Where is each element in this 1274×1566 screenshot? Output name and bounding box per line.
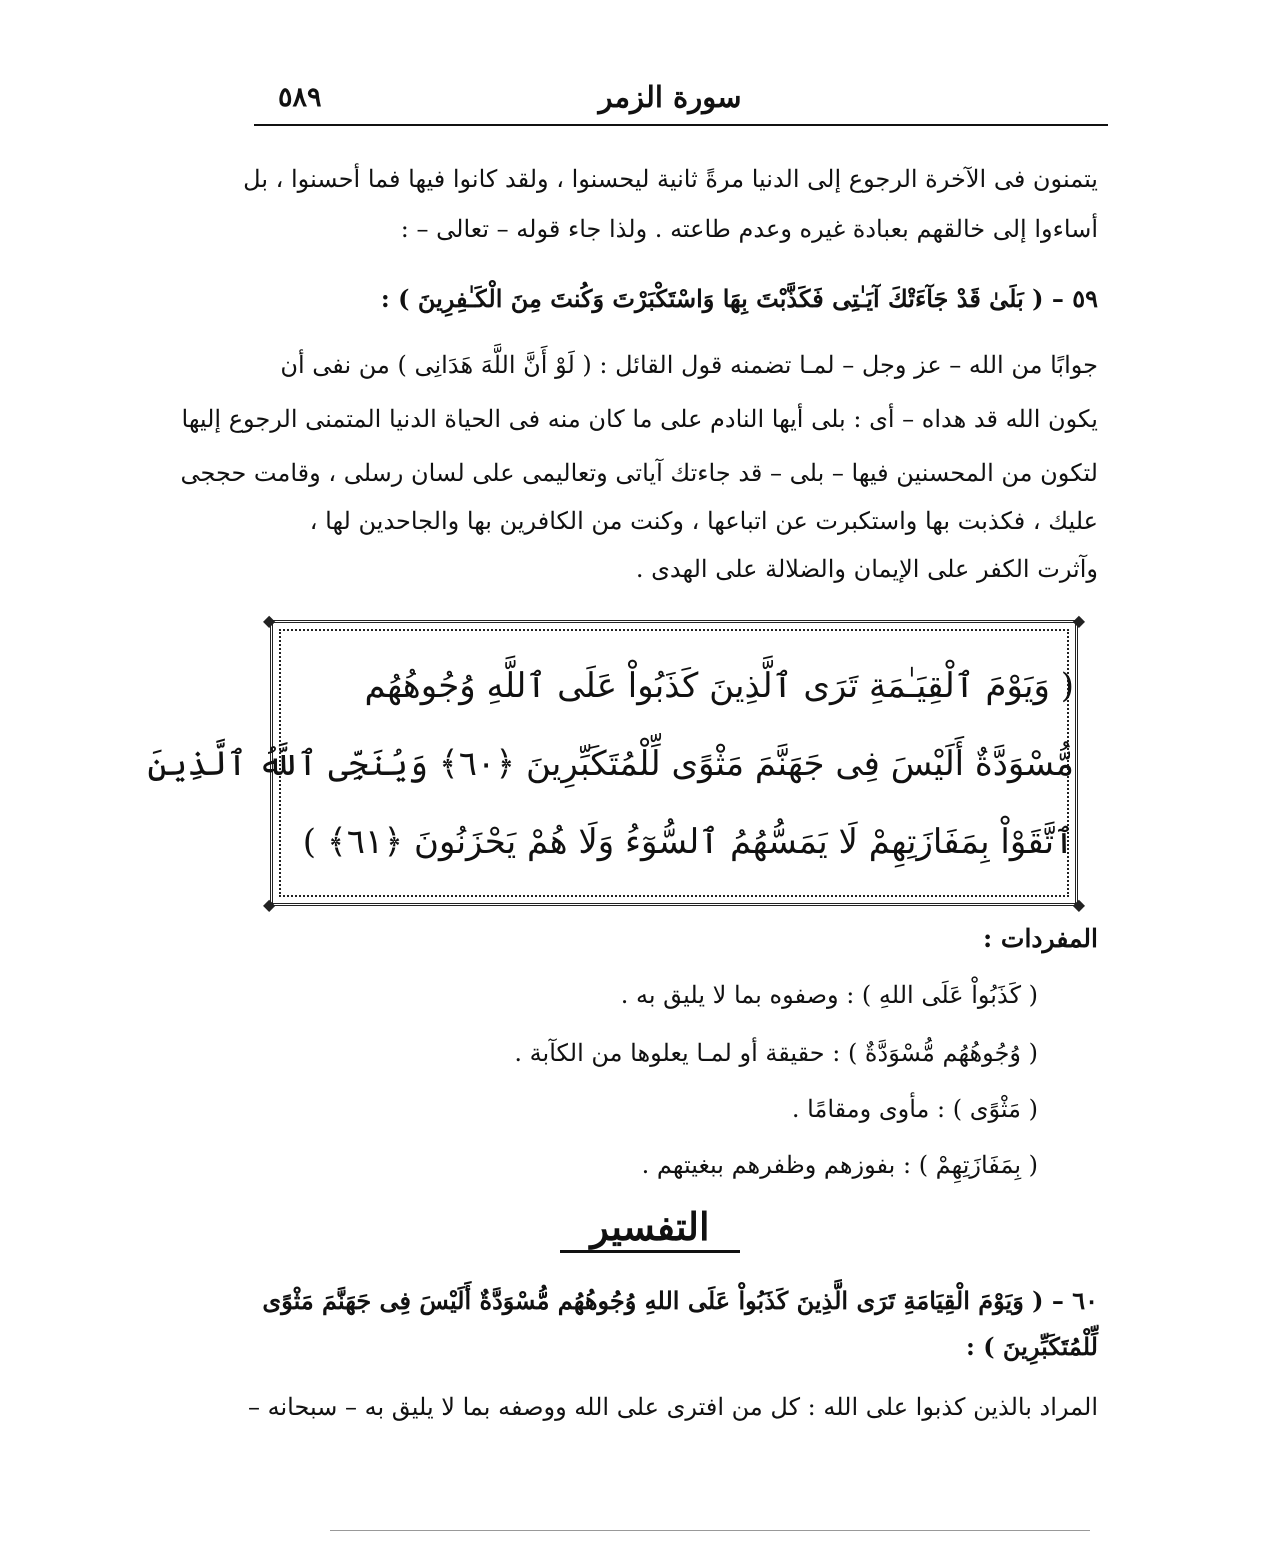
ornament-diamond-icon: ◆ [1072,611,1085,630]
commentary-line: جوابًا من الله – عز وجل – لمـا تضمنه قول القائل : ( لَوْ أَنَّ اللَّهَ هَدَانِى ) من نفى أن [280,351,1098,379]
ornament-diamond-icon: ◆ [263,611,276,630]
verse-59-heading: ٥٩ – ( بَلَىٰ قَدْ جَآءَتْكَ آيَـٰتِى فَكَذَّبْتَ بِهَا وَاسْتَكْبَرْتَ وَكُنتَ مِنَ الْكَـٰفِرِينَ ) : [380,284,1098,313]
vocabulary-heading: المفردات : [982,924,1098,953]
intro-line: يتمنون فى الآخرة الرجوع إلى الدنيا مرةً ثانية ليحسنوا ، ولقد كانوا فيها فما أحسنوا ، بل [243,165,1098,193]
quran-verse-line: ٱتَّقَوْاْ بِمَفَازَتِهِمْ لَا يَمَسُّهُمُ ٱلسُّوٓءُ وَلَا هُمْ يَحْزَنُونَ ﴿٦١﴾ ) [302,822,1074,862]
commentary-line: يكون الله قد هداه – أى : بلى أيها النادم على ما كان منه فى الحياة الدنيا المتمنى الرجوع إليها [181,405,1098,433]
page-number: ٥٨٩ [278,82,322,113]
verse-60-heading: لِّلْمُتَكَبِّرِينَ ) : [966,1332,1098,1361]
scan-edge-line [330,1530,1090,1531]
commentary-line: عليك ، فكذبت بها واستكبرت عن اتباعها ، وكنت من الكافرين بها والجاحدين لها ، [309,507,1098,535]
header-divider [254,124,1108,126]
vocabulary-item: ( مَثْوًى ) : مأوى ومقامًا . [791,1095,1038,1123]
surah-title: سورة الزمر [598,80,742,114]
commentary-line: وآثرت الكفر على الإيمان والضلالة على الهدى . [635,555,1098,583]
vocabulary-item: ( وُجُوهُهُم مُّسْوَدَّةٌ ) : حقيقة أو لمـا يعلوها من الكآبة . [514,1039,1038,1067]
ornament-diamond-icon: ◆ [1072,895,1085,914]
quran-verse-line: مُّسْوَدَّةٌ أَلَيْسَ فِى جَهَنَّمَ مَثْوًى لِّلْمُتَكَبِّرِينَ ﴿٦٠﴾ وَيُنَجِّى ٱللَّهُ ٱلَّذِينَ [147,744,1074,784]
commentary-line: لتكون من المحسنين فيها – بلى – قد جاءتك آياتى وتعاليمى على لسان رسلى ، وقامت حججى [180,459,1098,487]
ornament-diamond-icon: ◆ [263,895,276,914]
vocabulary-item: ( بِمَفَازَتِهِمْ ) : بفوزهم وظفرهم ببغيتهم . [641,1151,1038,1179]
vocabulary-item: ( كَذَبُواْ عَلَى اللهِ ) : وصفوه بما لا يليق به . [620,981,1038,1009]
quran-verse-line: ( وَيَوْمَ ٱلْقِيَـٰمَةِ تَرَى ٱلَّذِينَ كَذَبُواْ عَلَى ٱللَّهِ وُجُوهُهُم [364,666,1074,706]
intro-line: أساءوا إلى خالقهم بعبادة غيره وعدم طاعته . ولذا جاء قوله – تعالى – : [400,215,1098,243]
tafsir-heading: التفسير [560,1204,740,1253]
verse-60-heading: ٦٠ – ( وَيَوْمَ الْقِيَامَةِ تَرَى الَّذِينَ كَذَبُواْ عَلَى اللهِ وُجُوهُهُم مُّسْوَدَّةٌ أَلَيْسَ فِى جَهَنَّمَ مَثْوًى [262,1286,1098,1315]
commentary-line: المراد بالذين كذبوا على الله : كل من افترى على الله ووصفه بما لا يليق به – سبحانه – [248,1393,1098,1421]
